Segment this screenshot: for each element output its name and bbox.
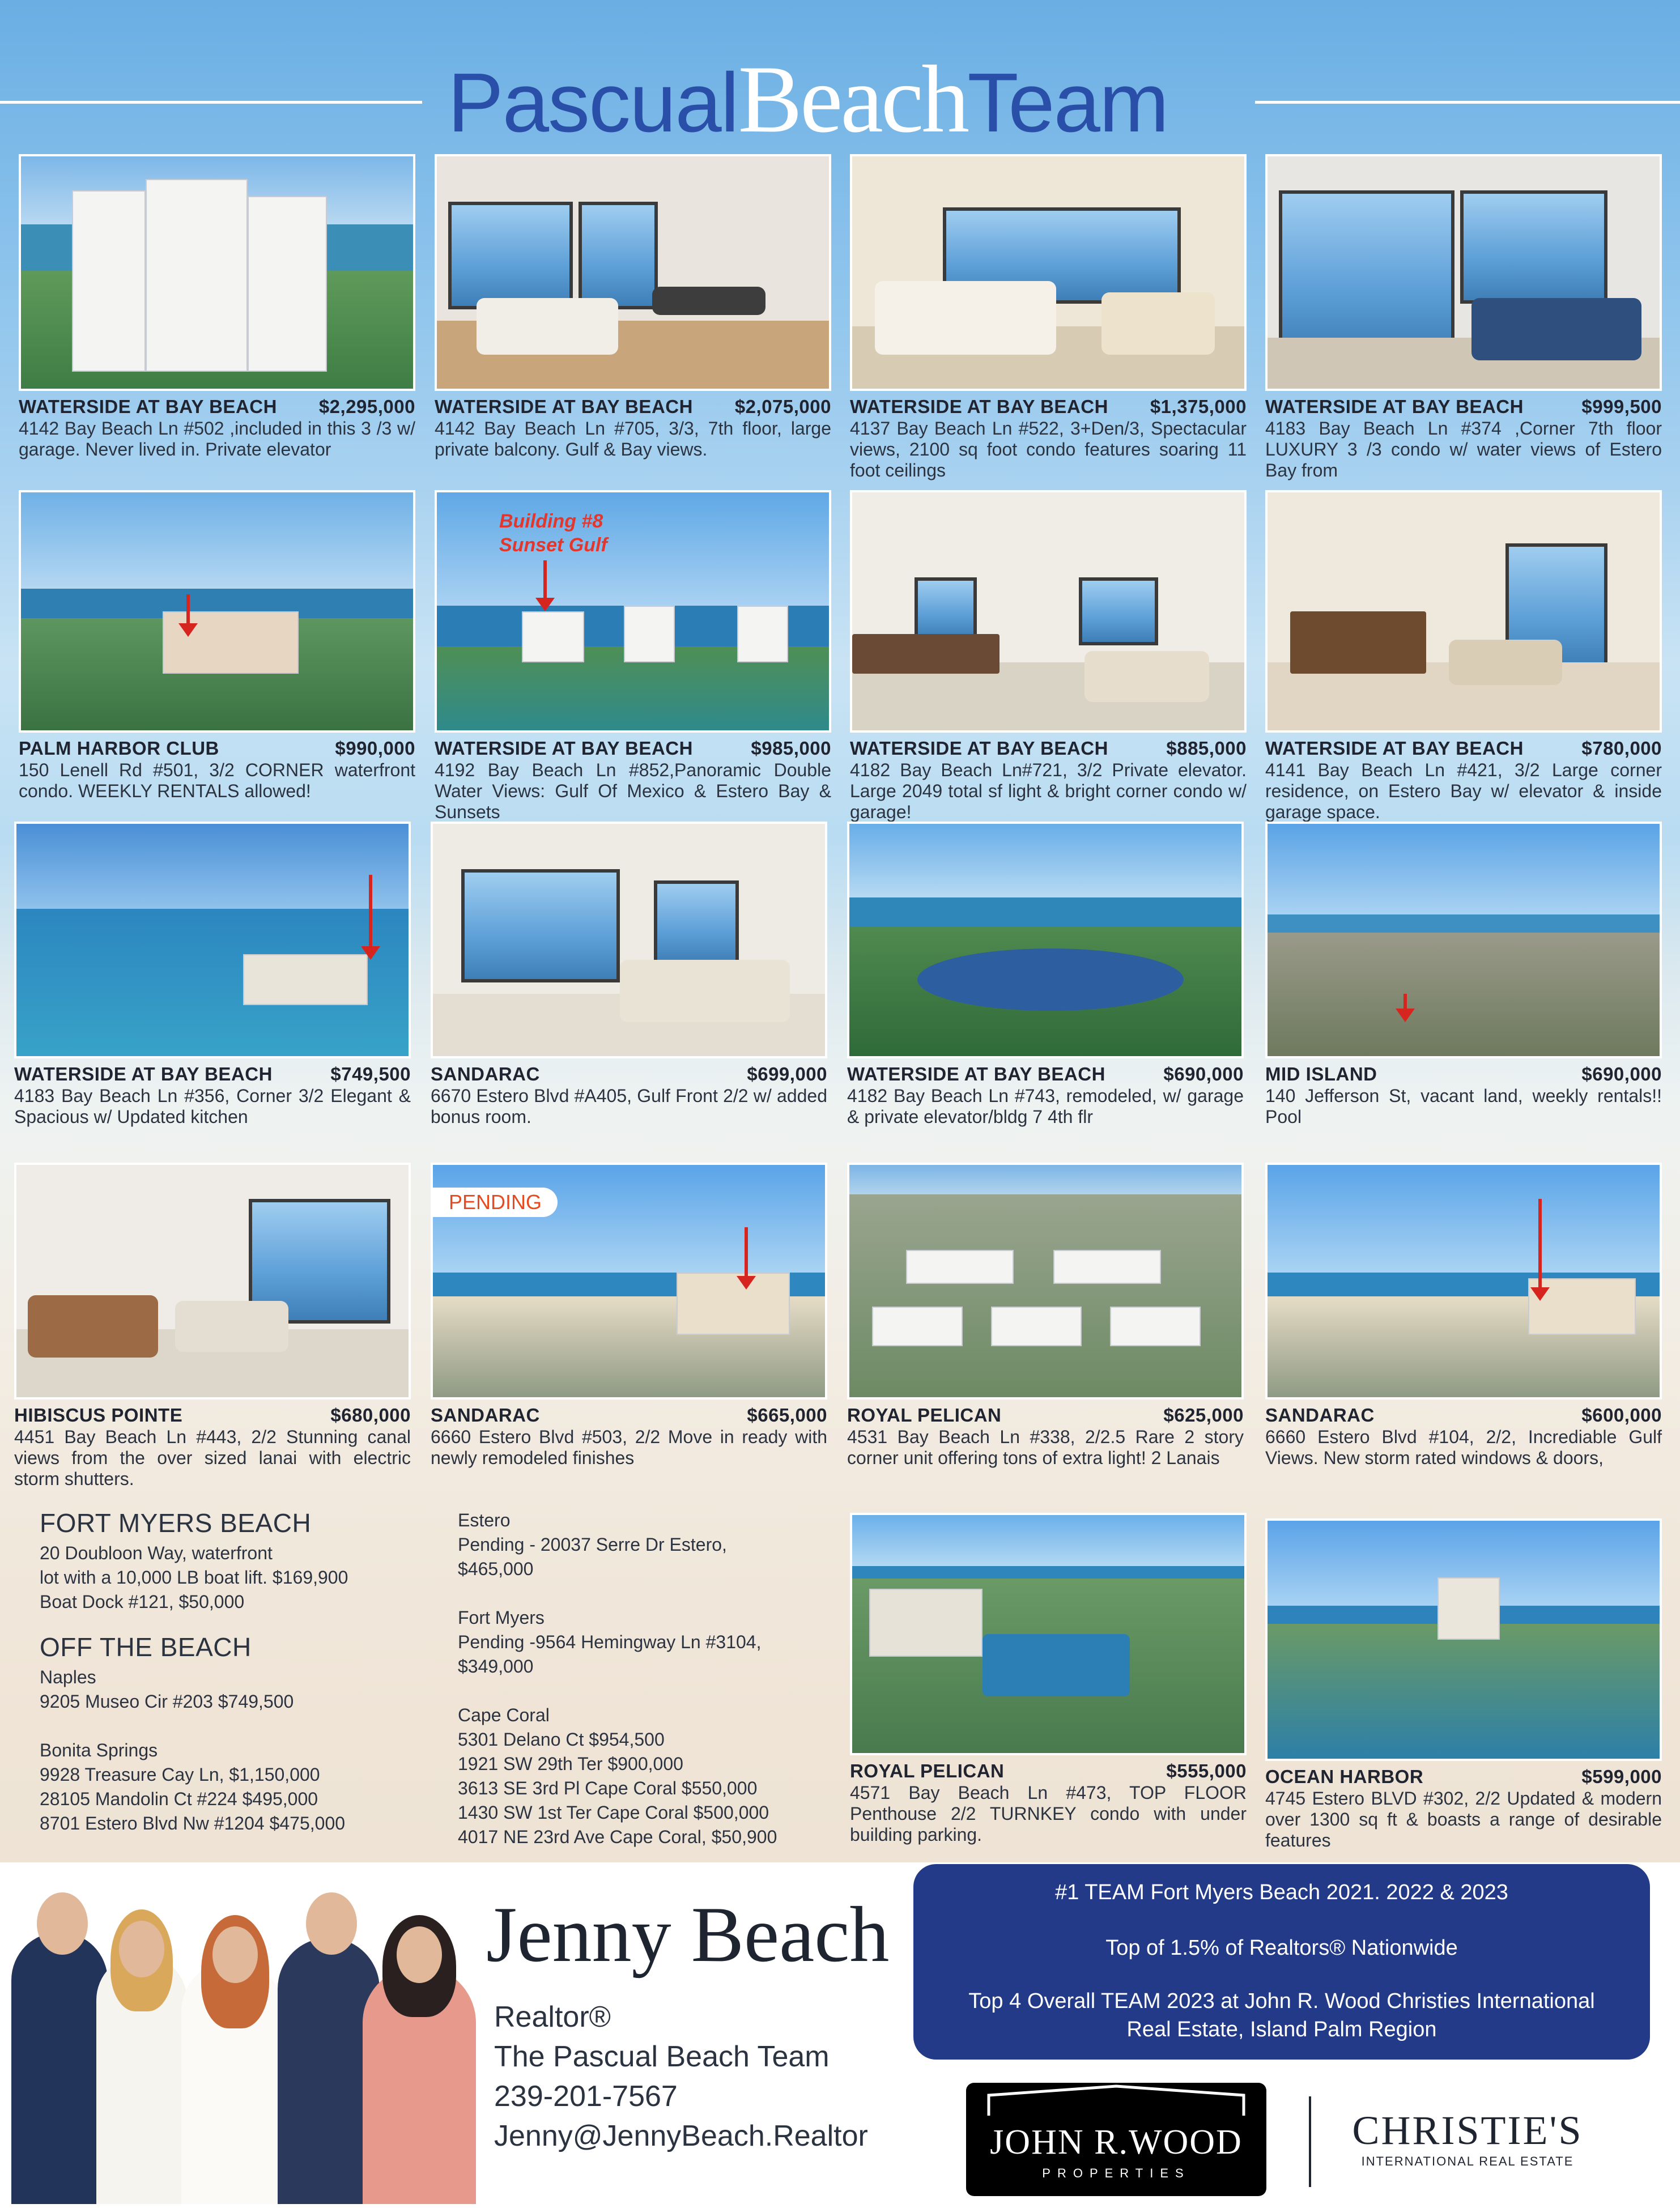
listing-description: 4192 Bay Beach Ln #852,Panoramic Double Water Views: Gulf Of Mexico & Estero Bay & Sunsets — [435, 760, 831, 822]
listing-title-row — [1265, 737, 1662, 760]
listing-name: SANDARAC — [431, 1063, 540, 1084]
listing-card[interactable] — [1265, 154, 1662, 481]
agent-name: Jenny Beach — [486, 1891, 890, 1979]
sold-line: 4017 NE 23rd Ave Cape Coral, $50,900 — [458, 1827, 777, 1847]
listing-photo — [850, 154, 1247, 391]
logo-divider — [1309, 2096, 1311, 2187]
listing-description: 150 Lenell Rd #501, 3/2 CORNER waterfront condo. WEEKLY RENTALS allowed! — [19, 760, 415, 801]
listing-price: $680,000 — [330, 1405, 411, 1426]
listing-photo — [1265, 1518, 1662, 1761]
listing-price: $625,000 — [1163, 1405, 1244, 1426]
listing-card[interactable] — [435, 154, 831, 460]
listing-photo — [14, 1163, 411, 1399]
listing-name: WATERSIDE AT BAY BEACH — [435, 738, 693, 759]
title-part-beach: Beach — [738, 46, 968, 152]
listing-name: WATERSIDE AT BAY BEACH — [19, 396, 277, 417]
listing-name: MID ISLAND — [1265, 1063, 1377, 1084]
listing-card[interactable] — [1265, 822, 1662, 1128]
team-photo — [11, 1875, 487, 2204]
sold-line: $349,000 — [458, 1656, 534, 1677]
listing-description: 4142 Bay Beach Ln #705, 3/3, 7th floor, large private balcony. Gulf & Bay views. — [435, 418, 831, 460]
listing-photo — [431, 822, 827, 1058]
sold-line: 5301 Delano Ct $954,500 — [458, 1729, 665, 1750]
sold-line: $465,000 — [458, 1559, 534, 1579]
sold-line: Boat Dock #121, $50,000 — [40, 1592, 245, 1612]
listing-name: SANDARAC — [431, 1405, 540, 1426]
christies-name: CHRISTIE'S — [1352, 2108, 1583, 2153]
listing-price: $600,000 — [1581, 1405, 1662, 1426]
listing-photo — [1265, 1163, 1662, 1399]
listing-description: 4137 Bay Beach Ln #522, 3+Den/3, Spectacular views, 2100 sq foot condo features soaring 11 foot ceilings — [850, 418, 1247, 480]
sold-column-beach — [40, 1507, 348, 1836]
listing-card[interactable] — [850, 1513, 1247, 1845]
listing-description: 6670 Estero Blvd #A405, Gulf Front 2/2 w/ added bonus room. — [431, 1086, 827, 1127]
listing-name: ROYAL PELICAN — [847, 1405, 1002, 1426]
listing-card[interactable] — [14, 1163, 411, 1490]
listing-price: $1,375,000 — [1150, 396, 1247, 417]
christies-sub: INTERNATIONAL REAL ESTATE — [1361, 2154, 1574, 2168]
listing-title-row — [1265, 395, 1662, 418]
listing-description: 4745 Estero BLVD #302, 2/2 Updated & modern over 1300 sq ft & boasts a range of desirable features — [1265, 1788, 1662, 1850]
listing-description: 4531 Bay Beach Ln #338, 2/2.5 Rare 2 story corner unit offering tons of extra light! 2 Lanais — [847, 1427, 1244, 1468]
sold-line: 20 Doubloon Way, waterfront — [40, 1543, 273, 1563]
listing-title-row — [1265, 1765, 1662, 1788]
awards-box — [913, 1864, 1650, 2060]
award-line: Real Estate, Island Palm Region — [1126, 2018, 1437, 2041]
photo-caption: Building #8 Sunset Gulf — [499, 510, 607, 556]
listing-card[interactable] — [431, 1163, 827, 1469]
listing-photo — [14, 822, 411, 1058]
listing-title-row — [847, 1063, 1244, 1086]
listing-photo — [1265, 490, 1662, 733]
title-part-team: Team — [967, 56, 1168, 150]
listing-photo — [435, 154, 831, 391]
sold-line: lot with a 10,000 LB boat lift. $169,900 — [40, 1567, 348, 1588]
listing-photo — [431, 1163, 827, 1399]
listing-price: $690,000 — [1581, 1063, 1662, 1084]
listing-photo — [847, 822, 1244, 1058]
listing-name: WATERSIDE AT BAY BEACH — [850, 396, 1108, 417]
listing-title-row — [431, 1404, 827, 1427]
sold-line: 9928 Treasure Cay Ln, $1,150,000 — [40, 1764, 320, 1785]
christies-logo — [1332, 2108, 1604, 2170]
listing-photo — [850, 490, 1247, 733]
award-line: Top of 1.5% of Realtors® Nationwide — [1105, 1936, 1458, 1960]
agent-team: The Pascual Beach Team — [494, 2040, 830, 2073]
listing-title-row — [850, 1760, 1247, 1782]
john-r-wood-logo — [966, 2083, 1266, 2196]
listing-title-row — [850, 395, 1247, 418]
listing-name: WATERSIDE AT BAY BEACH — [850, 738, 1108, 759]
listing-description: 4571 Bay Beach Ln #473, TOP FLOOR Penthouse 2/2 TURNKEY condo with under building parking. — [850, 1782, 1247, 1845]
listing-photo — [850, 1513, 1247, 1755]
listing-price: $990,000 — [335, 738, 415, 759]
listing-photo — [1265, 822, 1662, 1058]
listing-title-row — [1265, 1063, 1662, 1086]
listing-description: 4182 Bay Beach Ln #743, remodeled, w/ garage & private elevator/bldg 7 4th flr — [847, 1086, 1244, 1127]
listing-card[interactable] — [1265, 1518, 1662, 1851]
listing-card[interactable] — [431, 822, 827, 1128]
sold-line: 8701 Estero Blvd Nw #1204 $475,000 — [40, 1813, 346, 1833]
listing-description: 6660 Estero Blvd #503, 2/2 Move in ready with newly remodeled finishes — [431, 1427, 827, 1468]
listing-card[interactable] — [14, 822, 411, 1128]
agent-phone[interactable]: 239-201-7567 — [494, 2080, 678, 2113]
sold-line: Pending -9564 Hemingway Ln #3104, — [458, 1632, 762, 1652]
listing-price: $999,500 — [1581, 396, 1662, 417]
listing-price: $749,500 — [330, 1063, 411, 1084]
agent-role: Realtor® — [494, 2001, 611, 2033]
listing-title-row — [1265, 1404, 1662, 1427]
listing-name: PALM HARBOR CLUB — [19, 738, 219, 759]
jrw-name: JOHN R.WOOD — [990, 2123, 1243, 2162]
team-logo-title — [448, 40, 1241, 159]
listing-title-row — [14, 1404, 411, 1427]
listing-description: 4183 Bay Beach Ln #374 ,Corner 7th floor LUXURY 3 /3 condo w/ water views of Estero Bay from — [1265, 418, 1662, 480]
listing-name: SANDARAC — [1265, 1405, 1375, 1426]
sold-line: Pending - 20037 Serre Dr Estero, — [458, 1534, 727, 1555]
listing-price: $885,000 — [1166, 738, 1247, 759]
listing-description: 4142 Bay Beach Ln #502 ,included in this 3 /3 w/ garage. Never lived in. Private elevator — [19, 418, 415, 460]
listing-name: WATERSIDE AT BAY BEACH — [1265, 738, 1524, 759]
sold-line: 28105 Mandolin Ct #224 $495,000 — [40, 1789, 318, 1809]
listing-title-row — [19, 395, 415, 418]
listing-name: ROYAL PELICAN — [850, 1760, 1005, 1781]
listing-description: 4451 Bay Beach Ln #443, 2/2 Stunning canal views from the over sized lanai with electric storm shutters. — [14, 1427, 411, 1489]
listing-photo — [435, 490, 831, 733]
sold-line: 1921 SW 29th Ter $900,000 — [458, 1754, 683, 1774]
sold-line: 1430 SW 1st Ter Cape Coral $500,000 — [458, 1802, 769, 1823]
listing-title-row — [850, 737, 1247, 760]
header-rule-right — [1255, 101, 1680, 104]
listing-card[interactable] — [850, 154, 1247, 481]
off-the-beach-heading: OFF THE BEACH — [40, 1632, 252, 1662]
listing-title-row — [431, 1063, 827, 1086]
fort-myers-label: Fort Myers — [458, 1607, 545, 1628]
award-line: #1 TEAM Fort Myers Beach 2021. 2022 & 2023 — [1055, 1881, 1508, 1904]
listing-price: $699,000 — [747, 1063, 827, 1084]
roof-icon — [966, 2083, 1266, 2117]
cape-coral-label: Cape Coral — [458, 1705, 550, 1725]
listing-price: $2,075,000 — [734, 396, 831, 417]
listing-card[interactable] — [19, 154, 415, 460]
listing-title-row — [847, 1404, 1244, 1427]
listing-photo — [847, 1163, 1244, 1399]
listing-card[interactable] — [435, 490, 831, 823]
listing-description: 4141 Bay Beach Ln #421, 3/2 Large corner residence, on Estero Bay w/ elevator & inside garage space. — [1265, 760, 1662, 822]
estero-label: Estero — [458, 1510, 511, 1530]
listing-photo — [1265, 154, 1662, 391]
listing-price: $599,000 — [1581, 1766, 1662, 1787]
title-part-pascual: Pascual — [448, 56, 738, 150]
listing-photo — [19, 490, 415, 733]
listing-title-row — [435, 395, 831, 418]
listing-title-row — [19, 737, 415, 760]
listing-price: $780,000 — [1581, 738, 1662, 759]
naples-label: Naples — [40, 1667, 96, 1687]
listing-price: $2,295,000 — [318, 396, 415, 417]
agent-email[interactable]: Jenny@JennyBeach.Realtor — [494, 2120, 868, 2152]
sold-line: 9205 Museo Cir #203 $749,500 — [40, 1691, 294, 1712]
listing-card[interactable] — [1265, 490, 1662, 823]
listing-photo — [19, 154, 415, 391]
listing-description: 4183 Bay Beach Ln #356, Corner 3/2 Elegant & Spacious w/ Updated kitchen — [14, 1086, 411, 1127]
award-line: Top 4 Overall TEAM 2023 at John R. Wood Christies International — [968, 1989, 1595, 2013]
listing-card[interactable] — [850, 490, 1247, 823]
listing-title-row — [435, 737, 831, 760]
listing-price: $555,000 — [1166, 1760, 1247, 1781]
listing-description: 6660 Estero Blvd #104, 2/2, Incrediable Gulf Views. New storm rated windows & doors, — [1265, 1427, 1662, 1468]
sold-column-inland — [458, 1508, 777, 1849]
jrw-sub: PROPERTIES — [1042, 2166, 1190, 2180]
header-rule-left — [0, 101, 422, 104]
listing-description: 140 Jefferson St, vacant land, weekly rentals!! Pool — [1265, 1086, 1662, 1127]
listing-card[interactable] — [847, 1163, 1244, 1469]
listing-price: $665,000 — [747, 1405, 827, 1426]
listing-name: HIBISCUS POINTE — [14, 1405, 183, 1426]
bonita-springs-label: Bonita Springs — [40, 1740, 158, 1760]
listing-price: $985,000 — [751, 738, 831, 759]
listing-name: WATERSIDE AT BAY BEACH — [14, 1063, 273, 1084]
listing-card[interactable] — [19, 490, 415, 802]
listing-price: $690,000 — [1163, 1063, 1244, 1084]
listing-description: 4182 Bay Beach Ln#721, 3/2 Private elevator. Large 2049 total sf light & bright corner condo w/ garage! — [850, 760, 1247, 822]
pending-tag: PENDING — [433, 1188, 558, 1217]
sold-line: 3613 SE 3rd Pl Cape Coral $550,000 — [458, 1778, 758, 1798]
listing-title-row — [14, 1063, 411, 1086]
fort-myers-beach-heading: FORT MYERS BEACH — [40, 1508, 312, 1538]
listing-name: OCEAN HARBOR — [1265, 1766, 1424, 1787]
listing-name: WATERSIDE AT BAY BEACH — [847, 1063, 1105, 1084]
listing-card[interactable] — [847, 822, 1244, 1128]
listing-name: WATERSIDE AT BAY BEACH — [1265, 396, 1524, 417]
listing-name: WATERSIDE AT BAY BEACH — [435, 396, 693, 417]
listing-card[interactable] — [1265, 1163, 1662, 1469]
